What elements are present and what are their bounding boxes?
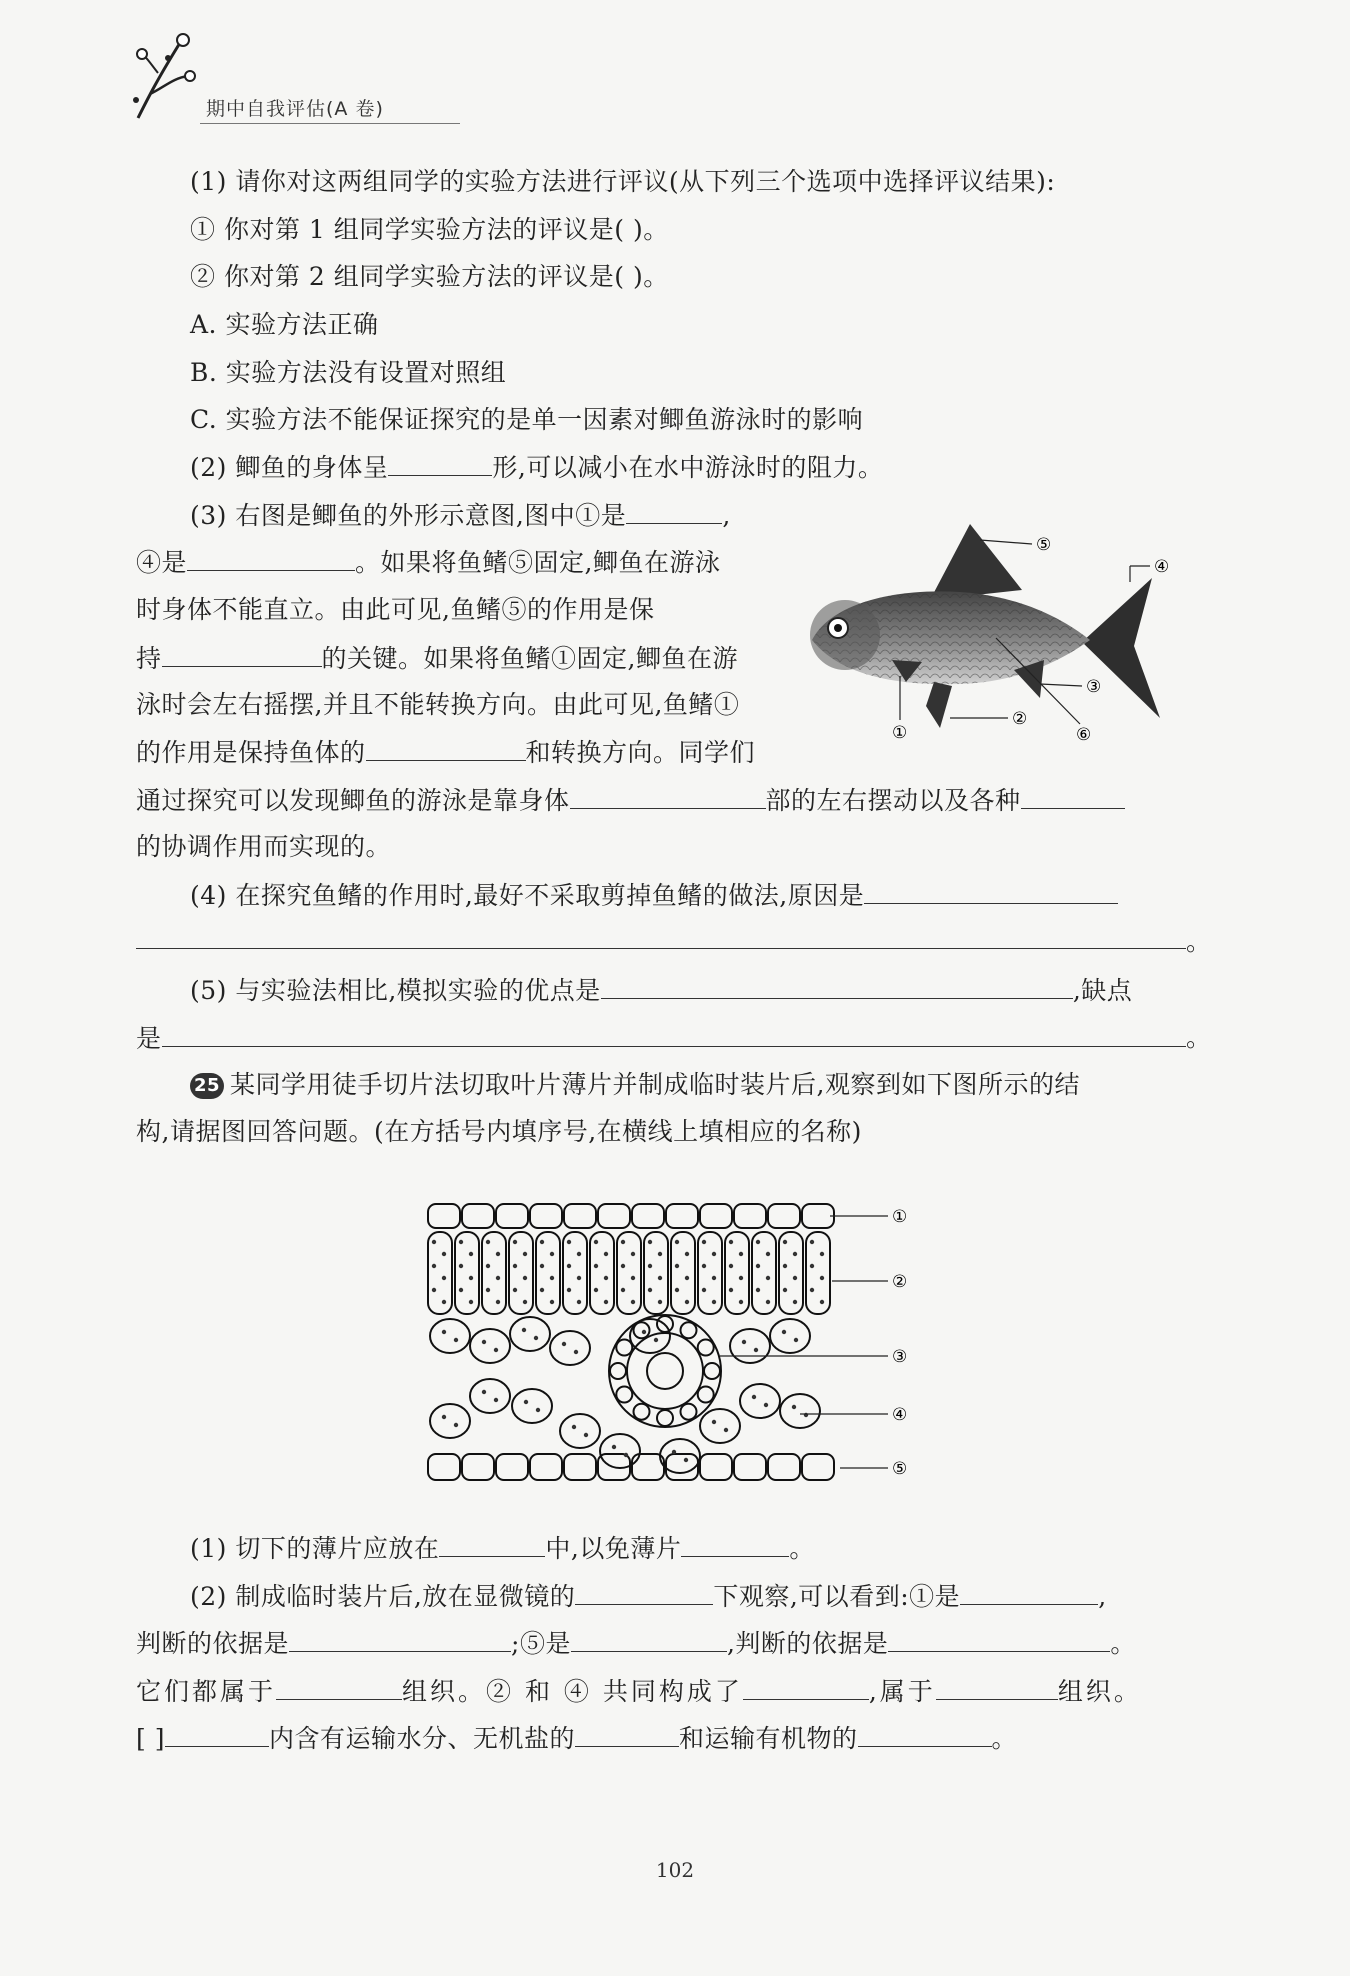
q24-part-3-line-8: 的协调作用而实现的。: [136, 832, 392, 861]
answer-blank[interactable]: [888, 1627, 1110, 1652]
leaf-label-4: ④: [892, 1405, 908, 1425]
answer-blank[interactable]: [162, 642, 322, 667]
leaf-label-2: ②: [892, 1272, 908, 1292]
q25-part-2-line-3: 它们都属于 组织。② 和 ④ 共同构成了 ,属于 组织。: [136, 1677, 1142, 1706]
answer-blank[interactable]: [439, 1532, 545, 1557]
q24-line-1: (1) 请你对这两组同学的实验方法进行评议(从下列三个选项中选择评议结果):: [190, 167, 1056, 196]
answer-blank[interactable]: [289, 1627, 511, 1652]
answer-blank[interactable]: [626, 499, 722, 524]
answer-blank[interactable]: [681, 1532, 789, 1557]
page-number: 102: [655, 1858, 695, 1882]
plum-blossom-logo: [128, 28, 208, 128]
answer-blank[interactable]: [165, 1722, 269, 1747]
answer-blank[interactable]: [960, 1580, 1098, 1605]
option-a: A. 实验方法正确: [190, 310, 379, 339]
q24-line-2: ① 你对第 1 组同学实验方法的评议是( )。: [190, 215, 669, 244]
q24-part-3-line-7: 通过探究可以发现鲫鱼的游泳是靠身体 部的左右摆动以及各种: [136, 784, 1196, 817]
fish-label-6: ⑥: [1076, 725, 1092, 745]
q25-stem-2: 构,请据图回答问题。(在方括号内填序号,在横线上填相应的名称): [136, 1117, 862, 1146]
answer-blank[interactable]: [276, 1675, 402, 1700]
answer-blank[interactable]: [388, 451, 492, 476]
dorsal-fin: [930, 524, 1022, 600]
q25-stem-1: 25 某同学用徒手切片法切取叶片薄片并制成临时装片后,观察到如下图所示的结: [190, 1069, 1196, 1101]
q24-part-4: (4) 在探究鱼鳍的作用时,最好不采取剪掉鱼鳍的做法,原因是: [190, 879, 1196, 912]
fish-diagram: [800, 510, 1190, 760]
answer-blank[interactable]: [366, 736, 526, 761]
answer-blank[interactable]: [601, 974, 1073, 999]
header-title: 期中自我评估(A 卷): [206, 98, 384, 120]
answer-blank[interactable]: [858, 1722, 992, 1747]
answer-blank[interactable]: [864, 879, 1118, 904]
fish-label-5: ⑤: [1036, 535, 1052, 555]
answer-blank[interactable]: [571, 1627, 727, 1652]
leaf-cross-section-diagram: [420, 1196, 940, 1506]
q25-part-2: (2) 制成临时装片后,放在显微镜的 下观察,可以看到:①是 ,: [190, 1582, 1107, 1611]
fish-label-4: ④: [1154, 557, 1170, 577]
q24-part-5-line-2: 是: [136, 1022, 1196, 1055]
header: [128, 28, 448, 128]
tail-fin: [1082, 578, 1160, 718]
end-punct: 。: [1186, 927, 1212, 956]
q24-part-5: (5) 与实验法相比,模拟实验的优点是 ,缺点: [190, 976, 1133, 1005]
answer-blank[interactable]: [936, 1675, 1058, 1700]
leaf-label-1: ①: [892, 1207, 908, 1227]
q24-part-3-line-3: 时身体不能直立。由此可见,鱼鳍⑤的作用是保: [136, 595, 655, 624]
q24-part-3-line-6: 的作用是保持鱼体的 和转换方向。同学们: [136, 738, 756, 767]
q24-part-2: (2) 鲫鱼的身体呈 形,可以减小在水中游泳时的阻力。: [190, 453, 884, 482]
question-number: 25: [190, 1073, 224, 1099]
answer-line-full[interactable]: [136, 947, 1186, 949]
fish-label-3: ③: [1086, 677, 1102, 697]
end-punct: 。: [1186, 1023, 1212, 1052]
q24-line-3: ② 你对第 2 组同学实验方法的评议是( )。: [190, 262, 669, 291]
q24-part-3: (3) 右图是鲫鱼的外形示意图,图中①是 ,: [190, 501, 731, 530]
header-rule: [200, 123, 460, 124]
pelvic-fin: [926, 682, 952, 728]
q24-part-3-line-5: 泳时会左右摇摆,并且不能转换方向。由此可见,鱼鳍①: [136, 690, 740, 719]
option-c: C. 实验方法不能保证探究的是单一因素对鲫鱼游泳时的影响: [190, 405, 864, 434]
q25-part-2-line-4: [ ] 内含有运输水分、无机盐的 和运输有机物的 。: [136, 1724, 1018, 1753]
q25-part-1: (1) 切下的薄片应放在 中,以免薄片 。: [190, 1534, 815, 1563]
q25-part-2-line-2: 判断的依据是 ;⑤是 ,判断的依据是 。: [136, 1629, 1136, 1658]
fish-label-2: ②: [1012, 709, 1028, 729]
fish-label-1: ①: [892, 723, 908, 743]
answer-blank[interactable]: [162, 1022, 1186, 1047]
leaf-label-3: ③: [892, 1347, 908, 1367]
answer-blank[interactable]: [1021, 784, 1125, 809]
leaf-label-5: ⑤: [892, 1459, 908, 1479]
answer-blank[interactable]: [743, 1675, 869, 1700]
q24-part-3-line-2: ④是 。如果将鱼鳍⑤固定,鲫鱼在游泳: [136, 548, 721, 577]
answer-blank[interactable]: [187, 546, 355, 571]
answer-blank[interactable]: [570, 784, 766, 809]
q24-part-3-line-4: 持 的关键。如果将鱼鳍①固定,鲫鱼在游: [136, 644, 738, 673]
answer-blank[interactable]: [575, 1722, 679, 1747]
answer-blank[interactable]: [575, 1580, 713, 1605]
option-b: B. 实验方法没有设置对照组: [190, 358, 507, 387]
